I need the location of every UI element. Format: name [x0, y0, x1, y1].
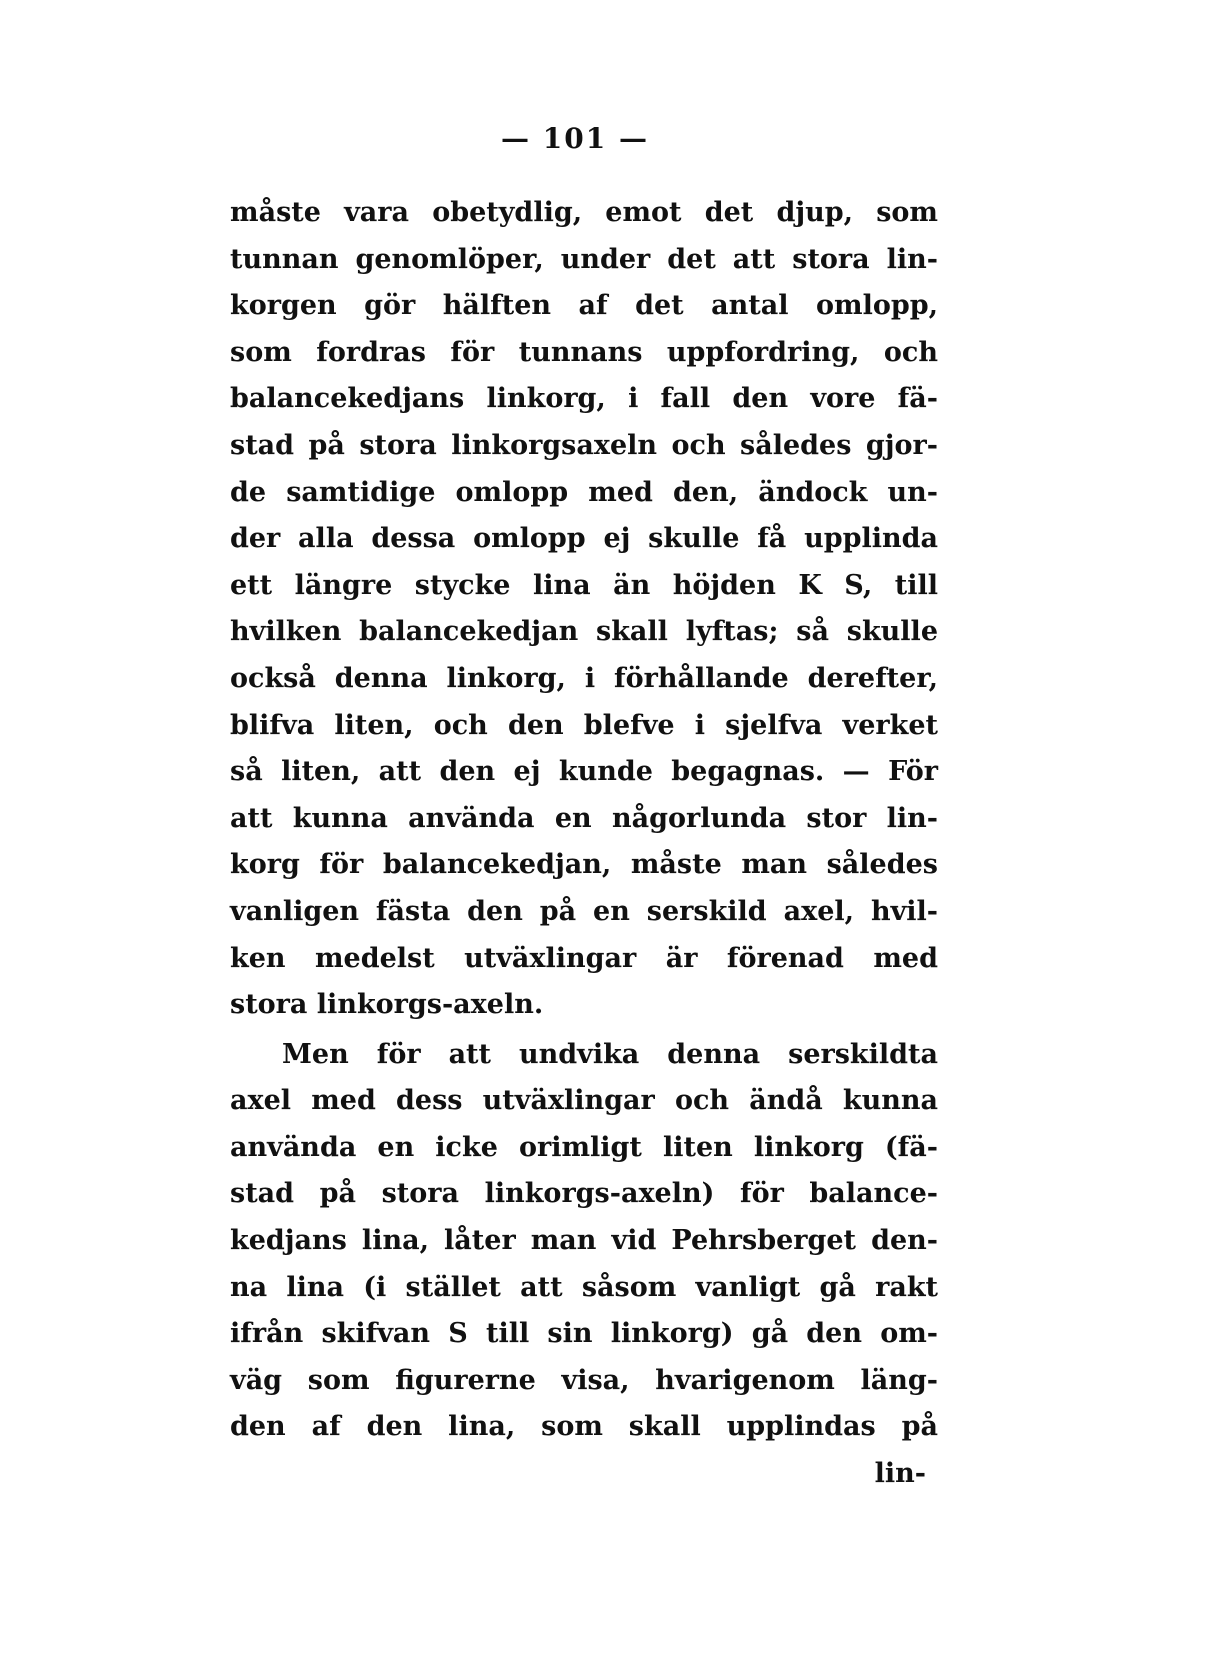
- text-line: också denna linkorg, i förhållande derefter,: [230, 662, 938, 694]
- text-line: tunnan genomlöper, under det att stora lin-: [230, 243, 938, 275]
- text-line: ken medelst utväxlingar är förenad med: [230, 942, 938, 974]
- text-line: ett längre stycke lina än höjden K S, till: [230, 569, 938, 601]
- text-line: korgen gör hälften af det antal omlopp,: [230, 290, 938, 322]
- text-line: ifrån skifvan S till sin linkorg) gå den om-: [230, 1318, 938, 1350]
- text-line: att kunna använda en någorlunda stor lin-: [230, 802, 938, 834]
- text-line: de samtidige omlopp med den, ändock un-: [230, 476, 938, 508]
- text-line: na lina (i stället att såsom vanligt gå rakt: [230, 1271, 938, 1303]
- text-line: blifva liten, och den blefve i sjelfva verket: [230, 709, 938, 741]
- text-line: korg för balancekedjan, måste man således: [230, 849, 938, 881]
- text-line: stad på stora linkorgsaxeln och således gjor-: [230, 429, 938, 461]
- text-line: der alla dessa omlopp ej skulle få upplinda: [230, 523, 938, 555]
- catchword: lin-: [874, 1458, 926, 1490]
- text-line: kedjans lina, låter man vid Pehrsberget den-: [230, 1225, 938, 1257]
- text-line: som fordras för tunnans uppfordring, och: [230, 336, 938, 368]
- text-line: använda en icke orimligt liten linkorg (fä-: [230, 1131, 938, 1163]
- paragraph-2: [230, 1032, 938, 1498]
- page-number: — 101 —: [501, 122, 649, 155]
- text-line: så liten, att den ej kunde begagnas. — För: [230, 756, 938, 788]
- text-line: axel med dess utväxlingar och ändå kunna: [230, 1085, 938, 1117]
- text-line: vanligen fästa den på en serskild axel, hvil-: [230, 895, 938, 927]
- text-line: väg som figurerne visa, hvarigenom läng-: [230, 1364, 938, 1396]
- text-line: hvilken balancekedjan skall lyftas; så skulle: [230, 616, 938, 648]
- text-line: stora linkorgs-axeln.: [230, 989, 544, 1021]
- text-line: stad på stora linkorgs-axeln) för balance-: [230, 1178, 938, 1210]
- text-line: balancekedjans linkorg, i fall den vore fä-: [230, 383, 938, 415]
- page-body: [230, 190, 938, 1498]
- paragraph-1: [230, 190, 938, 1029]
- text-line: den af den lina, som skall upplindas på: [230, 1411, 938, 1443]
- text-line: Men för att undvika denna serskildta: [282, 1038, 938, 1070]
- text-line: måste vara obetydlig, emot det djup, som: [230, 197, 938, 228]
